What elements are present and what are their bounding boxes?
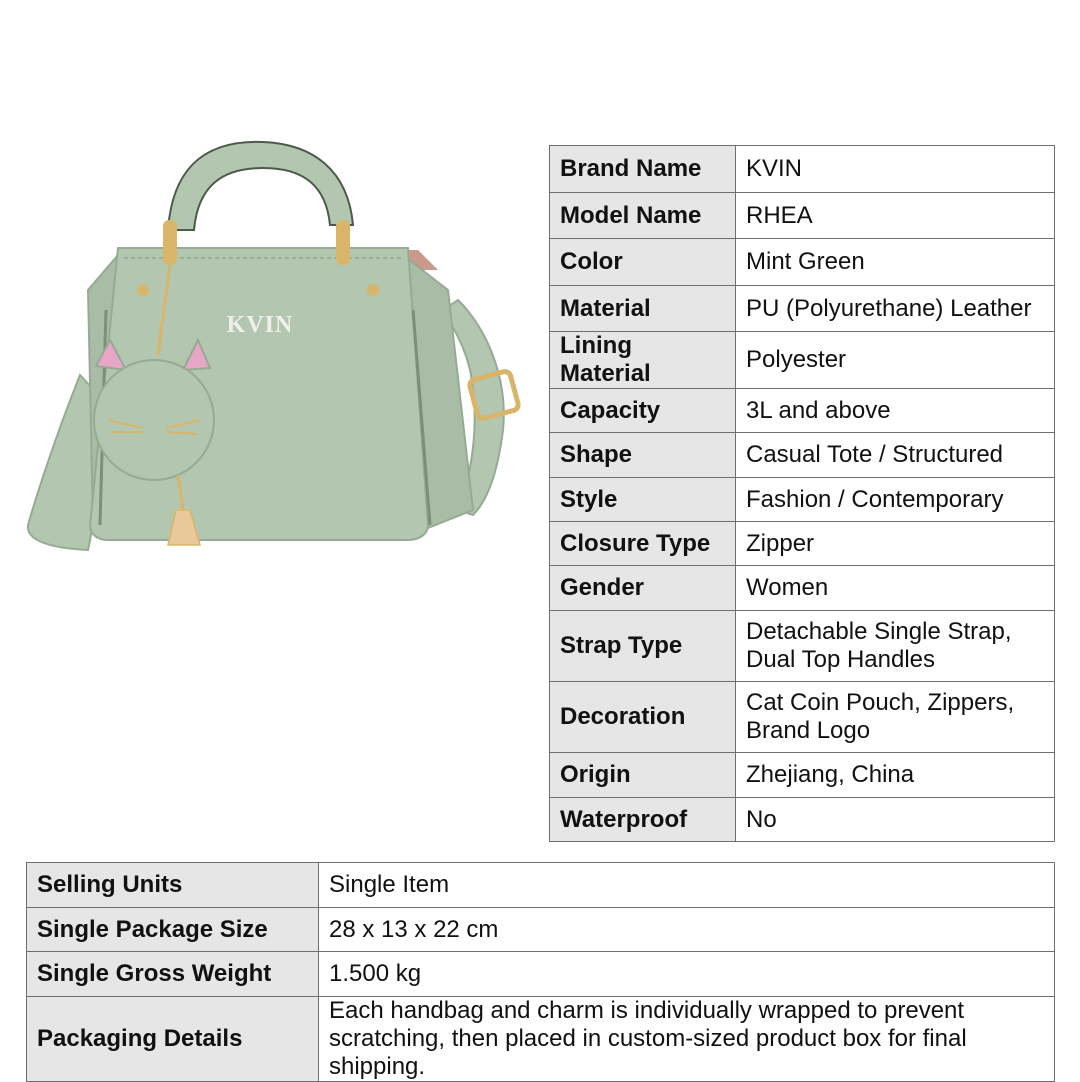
package-value [319,997,1055,1082]
spec-value: Fashion / Contemporary [736,478,1055,522]
spec-value: KVIN [736,146,1055,193]
spec-value: Polyester [736,332,1055,389]
spec-label: Capacity [550,389,736,433]
rivet [367,284,379,296]
spec-value: Mint Green [736,239,1055,286]
package-value-line: Each handbag and charm is individually wrapped to prevent [329,997,965,1024]
spec-label: Closure Type [550,522,736,566]
spec-value: Zhejiang, China [736,753,1055,798]
spec-table [549,145,1055,842]
spec-label: Color [550,239,736,286]
package-value: 28 x 13 x 22 cm [319,908,1055,952]
table-row [550,389,1055,433]
package-label: Single Package Size [27,908,319,952]
table-row [550,753,1055,798]
spec-value-line: Detachable Single Strap, [746,618,1012,645]
package-value: 1.500 kg [319,952,1055,997]
rivet [137,284,149,296]
top-handle [168,142,353,230]
spec-label: Style [550,478,736,522]
spec-value: Casual Tote / Structured [736,433,1055,478]
package-label: Packaging Details [27,997,319,1082]
package-table [26,862,1055,1082]
table-row [27,863,1055,908]
table-row [550,146,1055,193]
spec-value-line: Cat Coin Pouch, Zippers, [746,689,1015,716]
table-row [550,239,1055,286]
table-row [550,478,1055,522]
spec-value: No [736,798,1055,842]
spec-label: Decoration [550,682,736,753]
spec-value: Women [736,566,1055,611]
spec-label: Material [550,286,736,332]
spec-label: Brand Name [550,146,736,193]
table-row [550,522,1055,566]
table-row [550,286,1055,332]
bag-logo: KVIN [226,312,294,338]
table-row [550,611,1055,682]
table-row [550,566,1055,611]
spec-label: Gender [550,566,736,611]
spec-value-line: Dual Top Handles [746,646,936,673]
handle-ring-right [336,220,350,265]
table-row [550,433,1055,478]
spec-value: Zipper [736,522,1055,566]
package-value: Single Item [319,863,1055,908]
spec-label: Model Name [550,193,736,239]
table-row [550,682,1055,753]
table-row [550,193,1055,239]
spec-label: Strap Type [550,611,736,682]
product-image [18,130,528,580]
spec-value: RHEA [736,193,1055,239]
package-label: Selling Units [27,863,319,908]
package-label: Single Gross Weight [27,952,319,997]
spec-value [736,682,1055,753]
spec-label: Origin [550,753,736,798]
table-row [550,798,1055,842]
table-row [27,997,1055,1082]
spec-label: Waterproof [550,798,736,842]
spec-label: Lining Material [550,332,736,389]
spec-value: PU (Polyurethane) Leather [736,286,1055,332]
table-row [550,332,1055,389]
package-value-line: scratching, then placed in custom-sized product box for final shipping. [329,1025,967,1080]
table-row [27,908,1055,952]
table-row [27,952,1055,997]
spec-value [736,611,1055,682]
handle-ring [163,220,177,265]
spec-value: 3L and above [736,389,1055,433]
spec-value-line: Brand Logo [746,717,871,744]
spec-label: Shape [550,433,736,478]
